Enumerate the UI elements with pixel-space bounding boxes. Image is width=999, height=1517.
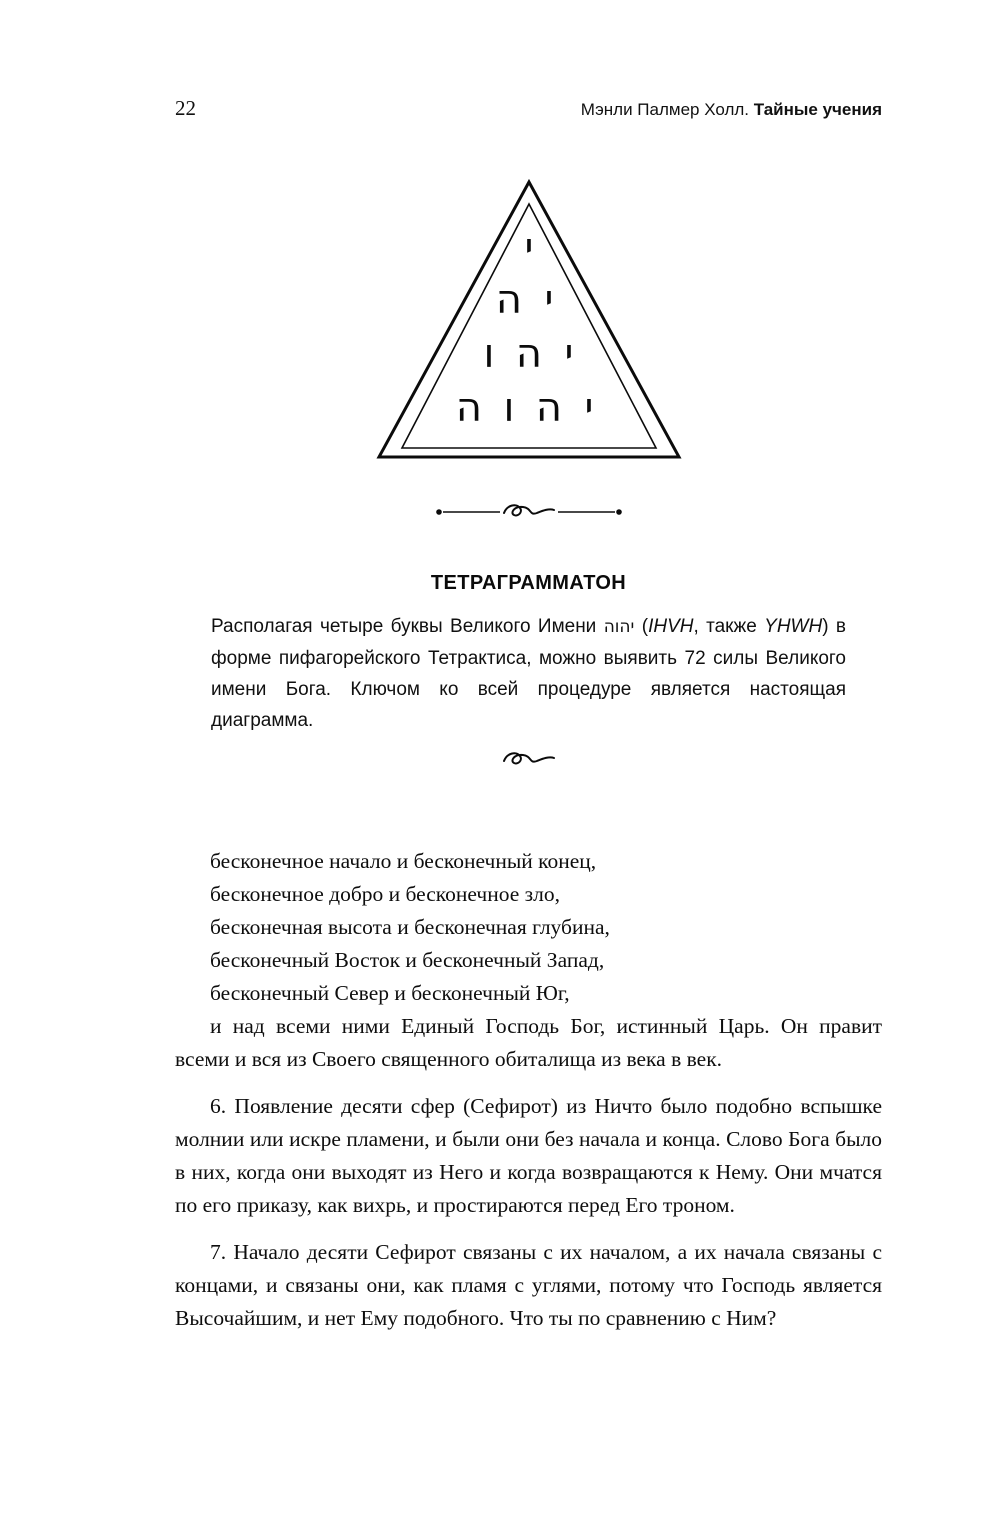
caption-ihvh: IHVH bbox=[648, 616, 694, 637]
hebrew-letter: ו bbox=[483, 331, 494, 377]
litany-line: бесконечный Север и бесконечный Юг, bbox=[210, 981, 570, 1005]
litany-line: бесконечное начало и бесконечный конец, bbox=[210, 849, 597, 873]
hebrew-letter: ה bbox=[535, 385, 562, 431]
ornamental-divider bbox=[175, 499, 882, 530]
hebrew-letter: י bbox=[524, 225, 533, 271]
running-head-text bbox=[581, 100, 882, 120]
body-text bbox=[175, 845, 882, 1335]
tetractys-triangle-icon bbox=[374, 177, 684, 462]
hebrew-letter: י bbox=[544, 277, 553, 323]
figure-caption-text bbox=[175, 611, 882, 736]
running-head-title: Тайные учения bbox=[753, 100, 882, 119]
flourish-icon bbox=[501, 748, 557, 770]
running-head-author: Мэнли Палмер Холл. bbox=[580, 100, 750, 119]
hebrew-letter: ה bbox=[515, 331, 542, 377]
litany-line: бесконечное добро и бесконечное зло, bbox=[210, 882, 561, 906]
caption-yhwh: YHWH bbox=[764, 616, 823, 637]
caption-part3: , также bbox=[693, 616, 765, 637]
litany-line: бесконечная высота и бесконечная глубина, bbox=[210, 915, 610, 939]
litany-block bbox=[175, 845, 882, 1010]
section-flourish bbox=[175, 748, 882, 775]
hebrew-letter: ה bbox=[495, 277, 522, 323]
caption-part1: Располагая четыре буквы Великого Имени bbox=[211, 616, 604, 637]
tetragrammaton-figure bbox=[175, 177, 882, 467]
running-head bbox=[175, 0, 882, 121]
caption-hebrew-name: יהוה bbox=[603, 617, 635, 637]
body-paragraph: и над всеми ними Единый Господь Бог, истинный Царь. Он правит всеми и вся из Своего священного обиталища из века в век. bbox=[175, 1014, 882, 1071]
hebrew-letter: ה bbox=[455, 385, 482, 431]
triangle-outer-outline bbox=[379, 182, 679, 457]
page-number: 22 bbox=[175, 96, 196, 120]
figure-caption-heading: ТЕТРАГРАММАТОН bbox=[430, 572, 627, 594]
caption-part4: ) в форме пифагорейского Тетрактиса, можно выявить 72 силы Великого имени Бога. Ключом ко всей процедуре является настоящая диаграмма. bbox=[211, 616, 847, 731]
hebrew-letter: י bbox=[564, 331, 573, 377]
hebrew-letter: ו bbox=[503, 385, 514, 431]
divider-rule-icon bbox=[434, 499, 624, 525]
litany-line: бесконечный Восток и бесконечный Запад, bbox=[210, 948, 605, 972]
body-paragraph-7: 7. Начало десяти Сефирот связаны с их началом, а их начала связаны с концами, и связаны они, как пламя с углями, потому что Господь является Высочайшим, и нет Ему подобного. Что ты по сравнению с Ним? bbox=[175, 1240, 882, 1330]
flourish-icon bbox=[504, 505, 554, 515]
hebrew-letter: י bbox=[584, 385, 593, 431]
page-content bbox=[175, 0, 882, 1335]
caption-part2: ( bbox=[634, 616, 649, 637]
body-paragraph-6: 6. Появление десяти сфер (Сефирот) из Ничто было подобно вспышке молнии или искре пламени, и были они без начала и конца. Слово Бога было в них, когда они выходят из Него и когда возвращаются к Нему. Они мчатся по его приказу, как вихрь, и простираются перед Его троном. bbox=[175, 1094, 882, 1217]
